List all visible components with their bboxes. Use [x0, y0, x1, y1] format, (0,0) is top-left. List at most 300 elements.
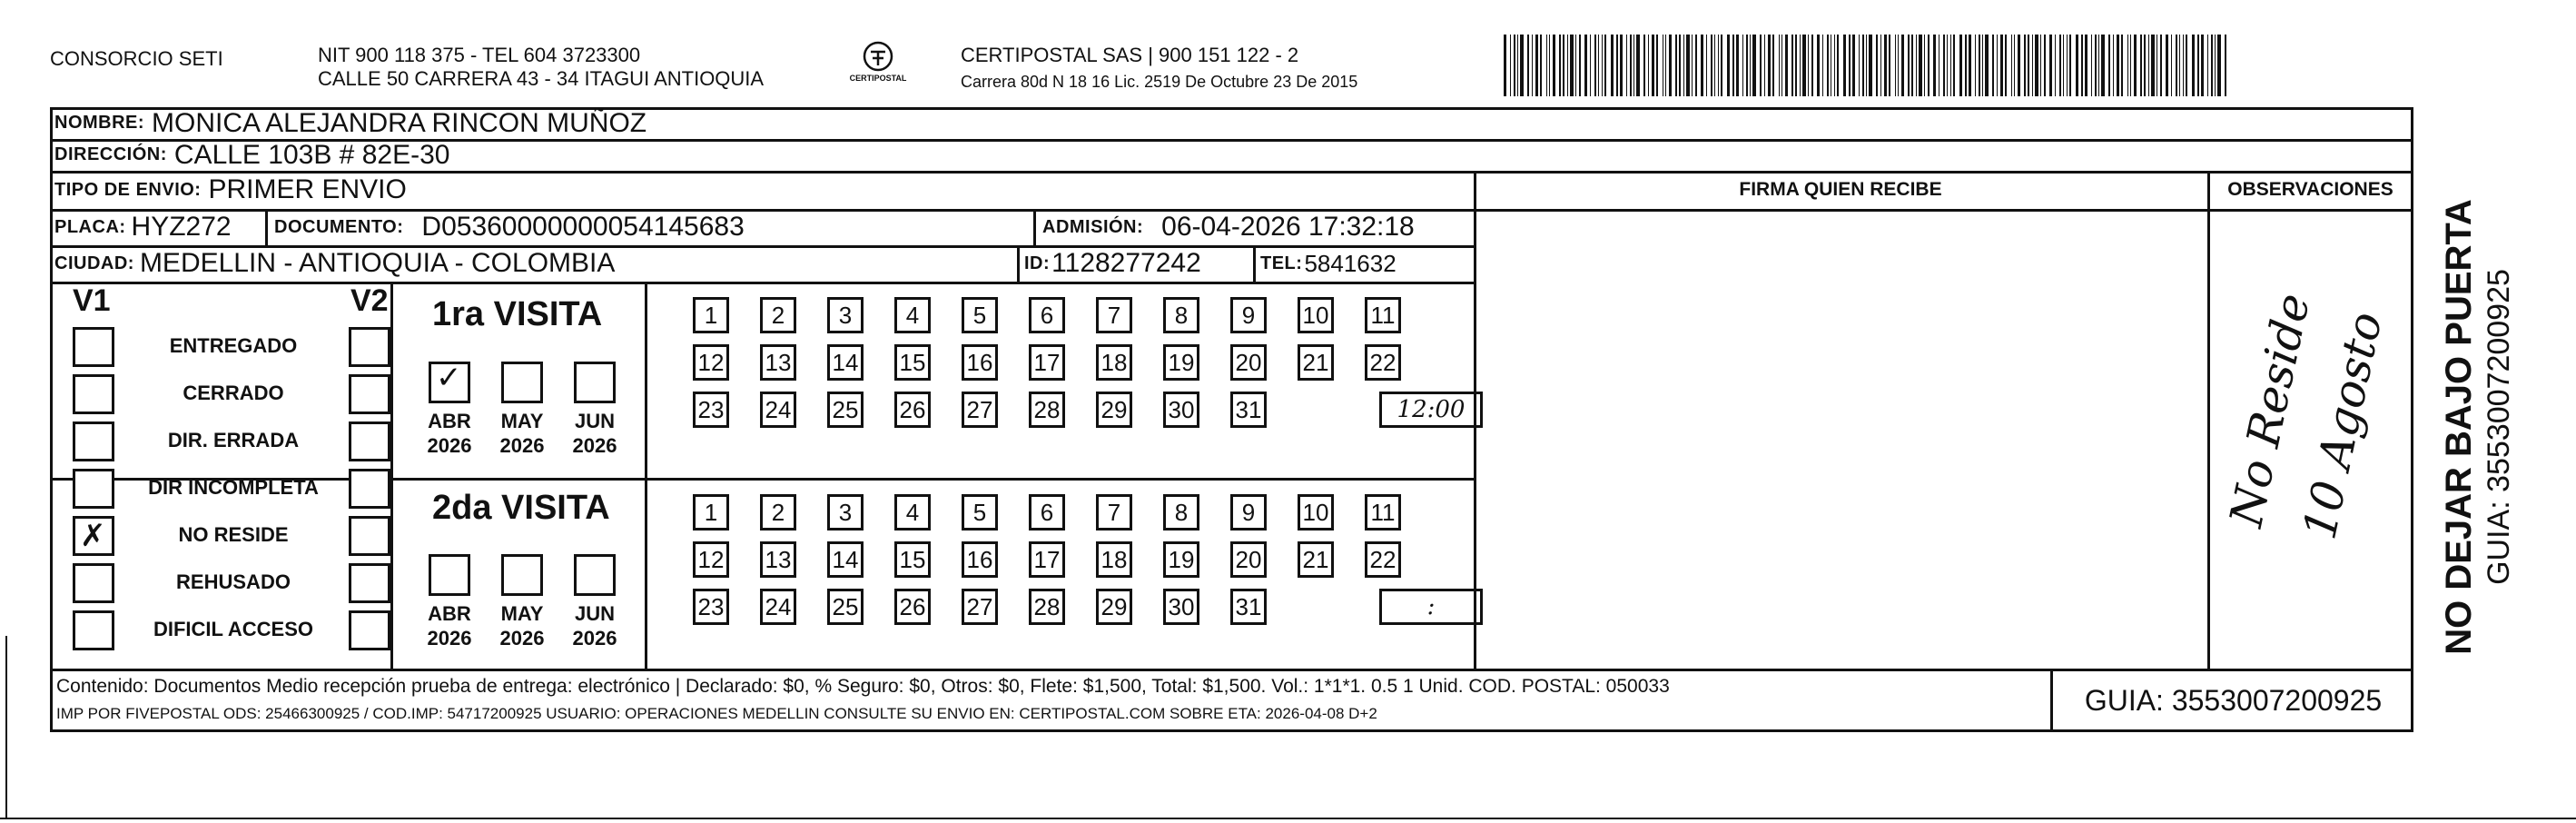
barcode-bar — [2101, 35, 2105, 96]
barcode-bar — [1535, 35, 1538, 96]
month-year: 2026 — [499, 434, 545, 457]
barcode-bar — [1985, 35, 1989, 96]
barcode-bar — [2035, 35, 2038, 96]
v2-checkbox — [349, 563, 390, 603]
barcode-bar — [1701, 35, 1703, 96]
barcode-bar — [2076, 35, 2078, 96]
month-checkmark: ✓ — [436, 360, 462, 396]
month-name: ABR — [428, 602, 471, 625]
day-box: 22 — [1365, 541, 1401, 578]
barcode-bar — [1633, 35, 1634, 96]
day-box: 14 — [827, 344, 864, 381]
barcode-bar — [1718, 35, 1719, 96]
logo-icon — [858, 40, 898, 73]
barcode-bar — [2179, 35, 2180, 96]
month-year: 2026 — [572, 627, 617, 649]
imp-line: IMP POR FIVEPOSTAL ODS: 25466300925 / COD.IMP: 54717200925 USUARIO: OPERACIONES MEDELLIN CONSULTE SU ENVIO EN: CERTIPOSTAL.COM SOBRE ETA: 2026-04-08 D+2 — [56, 705, 1377, 722]
barcode-bar — [1604, 35, 1606, 96]
day-box: 28 — [1029, 392, 1065, 428]
ciudad-label: CIUDAD: — [54, 253, 134, 273]
barcode-bar — [1752, 35, 1756, 96]
barcode-bar — [2055, 35, 2056, 96]
barcode-bar — [1665, 35, 1666, 96]
day-box: 13 — [760, 344, 796, 381]
reason-label: DIR. ERRADA — [167, 429, 300, 451]
barcode-bar — [2144, 35, 2146, 96]
day-box: 31 — [1230, 589, 1267, 625]
documento-cell — [274, 209, 745, 245]
placa-cell — [54, 209, 232, 245]
day-box: 16 — [962, 541, 998, 578]
barcode-bar — [2028, 35, 2029, 96]
day-box: 3 — [827, 494, 864, 530]
barcode-bar — [2166, 35, 2168, 96]
barcode-bar — [1742, 35, 1743, 96]
barcode-bar — [1876, 35, 1878, 96]
barcode-bar — [1620, 35, 1623, 96]
month-name: MAY — [500, 410, 544, 432]
month-name: JUN — [574, 410, 615, 432]
nombre-row — [54, 107, 646, 139]
barcode-bar — [1727, 35, 1730, 96]
barcode-bar — [2176, 35, 2177, 96]
barcode-bar — [1602, 35, 1603, 96]
barcode-bar — [1643, 35, 1645, 96]
month-label — [422, 601, 477, 650]
barcode-bar — [1570, 35, 1574, 96]
day-box: 18 — [1096, 344, 1132, 381]
observation-line-2: 10 Agosto — [2293, 307, 2393, 544]
barcode — [1504, 35, 2232, 96]
documento-label: DOCUMENTO: — [274, 216, 404, 237]
barcode-bar — [1669, 35, 1672, 96]
day-box: 24 — [760, 392, 796, 428]
side-text — [2439, 199, 2519, 655]
barcode-bar — [1943, 35, 1945, 96]
day-box: 25 — [827, 392, 864, 428]
barcode-bar — [1817, 35, 1820, 96]
v1-label: V1 — [73, 283, 111, 318]
month-name: ABR — [428, 410, 471, 432]
barcode-bar — [1852, 35, 1855, 96]
month-checkbox — [429, 554, 470, 596]
day-box: 15 — [894, 344, 931, 381]
v1-checkmark: ✗ — [80, 518, 106, 554]
v1-checkbox — [73, 563, 114, 603]
barcode-bar — [2140, 35, 2142, 96]
barcode-bar — [1898, 35, 1899, 96]
barcode-bar — [1706, 35, 1707, 96]
barcode-bar — [2108, 35, 2110, 96]
visit2-title: 2da VISITA — [432, 489, 610, 527]
day-box: 6 — [1029, 494, 1065, 530]
barcode-bar — [2127, 35, 2128, 96]
day-box: 11 — [1365, 297, 1401, 333]
barcode-bar — [2069, 35, 2071, 96]
v2-checkbox — [349, 327, 390, 367]
barcode-bar — [2081, 35, 2083, 96]
barcode-bar — [1711, 35, 1712, 96]
direccion-row — [54, 139, 449, 171]
day-box: 31 — [1230, 392, 1267, 428]
barcode-bar — [1933, 35, 1936, 96]
barcode-bar — [1590, 35, 1591, 96]
barcode-bar — [1695, 35, 1697, 96]
barcode-bar — [1785, 35, 1788, 96]
barcode-bar — [1791, 35, 1793, 96]
side-guia: GUIA: 3553007200925 — [2482, 269, 2516, 585]
barcode-bar — [1992, 35, 1994, 96]
barcode-bar — [1553, 35, 1555, 96]
barcode-bar — [1504, 35, 1506, 96]
barcode-bar — [1546, 35, 1547, 96]
tipo-label: TIPO DE ENVIO: — [54, 179, 202, 200]
v2-checkbox — [349, 516, 390, 556]
barcode-bar — [1924, 35, 1925, 96]
barcode-bar — [1950, 35, 1951, 96]
barcode-bar — [2217, 35, 2221, 96]
barcode-bar — [2130, 35, 2131, 96]
reason-label: NO RESIDE — [178, 523, 289, 546]
day-box: 4 — [894, 297, 931, 333]
barcode-bar — [1884, 35, 1887, 96]
id-cell — [1024, 245, 1201, 282]
month-year: 2026 — [427, 434, 472, 457]
month-year: 2026 — [499, 627, 545, 649]
barcode-bar — [2160, 35, 2162, 96]
tel-value: 5841632 — [1304, 249, 1397, 277]
logo-text: CERTIPOSTAL — [849, 74, 907, 83]
barcode-bar — [2000, 35, 2003, 96]
barcode-bar — [1953, 35, 1955, 96]
v2-checkbox — [349, 610, 390, 650]
month-checkbox — [501, 554, 543, 596]
tel-cell — [1260, 245, 1397, 282]
barcode-bar — [1908, 35, 1910, 96]
barcode-bar — [2183, 35, 2184, 96]
footer-guia: GUIA: 3553007200925 — [2084, 683, 2383, 717]
placa-label: PLACA: — [54, 216, 126, 237]
v2-checkbox — [349, 374, 390, 414]
day-box: 7 — [1096, 297, 1132, 333]
barcode-bar — [1834, 35, 1835, 96]
barcode-bar — [1764, 35, 1765, 96]
day-box: 10 — [1298, 494, 1334, 530]
barcode-bar — [2171, 35, 2172, 96]
day-box: 27 — [962, 392, 998, 428]
barcode-bar — [1802, 35, 1806, 96]
month-label — [422, 409, 477, 458]
barcode-bar — [1520, 35, 1524, 96]
barcode-bar — [2049, 35, 2052, 96]
barcode-bar — [2040, 35, 2041, 96]
reason-label: DIFICIL ACCESO — [153, 618, 313, 640]
barcode-bar — [1859, 35, 1860, 96]
barcode-bar — [1969, 35, 1971, 96]
day-box: 23 — [693, 392, 729, 428]
v2-checkbox — [349, 469, 390, 509]
contents-line: Contenido: Documentos Medio recepción prueba de entrega: electrónico | Declarado: $0, % Seguro: $0, Otros: $0, Flete: $1,500, Total: $1,500. Vol.: 1*1*1. 0.5 1 Unid. COD. POSTAL: 050033 — [56, 676, 1670, 697]
certipostal-line: CERTIPOSTAL SAS | 900 151 122 - 2 — [961, 44, 1299, 66]
barcode-bar — [2215, 35, 2216, 96]
day-box: 19 — [1163, 541, 1199, 578]
barcode-bar — [2018, 35, 2020, 96]
day-box: 1 — [693, 297, 729, 333]
month-year: 2026 — [427, 627, 472, 649]
ciudad-value: MEDELLIN - ANTIOQUIA - COLOMBIA — [139, 248, 616, 278]
barcode-bar — [1919, 35, 1922, 96]
barcode-bar — [1795, 35, 1797, 96]
barcode-bar — [1746, 35, 1748, 96]
barcode-bar — [1598, 35, 1599, 96]
day-box: 4 — [894, 494, 931, 530]
barcode-bar — [1549, 35, 1550, 96]
barcode-bar — [1901, 35, 1904, 96]
day-box: 16 — [962, 344, 998, 381]
day-box: 29 — [1096, 392, 1132, 428]
barcode-bar — [1692, 35, 1693, 96]
barcode-bar — [1811, 35, 1813, 96]
barcode-bar — [1616, 35, 1618, 96]
barcode-bar — [1714, 35, 1715, 96]
v1-checkbox — [73, 327, 114, 367]
barcode-bar — [1772, 35, 1774, 96]
day-box: 24 — [760, 589, 796, 625]
barcode-bar — [1837, 35, 1839, 96]
month-checkbox — [574, 362, 616, 403]
month-name: MAY — [500, 602, 544, 625]
v2-label: V2 — [350, 283, 389, 318]
time-box: : — [1379, 589, 1483, 625]
barcode-bar — [2197, 35, 2199, 96]
tel-label: TEL: — [1260, 253, 1303, 273]
barcode-bar — [1736, 35, 1739, 96]
barcode-bar — [1866, 35, 1867, 96]
day-box: 13 — [760, 541, 796, 578]
certipostal-logo — [846, 40, 910, 94]
license-line: Carrera 80d N 18 16 Lic. 2519 De Octubre 23 De 2015 — [961, 73, 1358, 91]
side-warning: NO DEJAR BAJO PUERTA — [2439, 199, 2479, 655]
tipo-row — [54, 171, 407, 209]
barcode-bar — [1683, 35, 1684, 96]
barcode-bar — [2063, 35, 2064, 96]
barcode-bar — [1843, 35, 1846, 96]
barcode-bar — [1636, 35, 1640, 96]
barcode-bar — [2005, 35, 2007, 96]
company-name: CONSORCIO SETI — [50, 47, 223, 70]
month-name: JUN — [574, 602, 615, 625]
day-box: 30 — [1163, 392, 1199, 428]
day-box: 21 — [1298, 541, 1334, 578]
month-year: 2026 — [572, 434, 617, 457]
barcode-bar — [1808, 35, 1809, 96]
direccion-label: DIRECCIÓN: — [54, 144, 167, 164]
id-label: ID: — [1024, 253, 1051, 273]
barcode-bar — [2211, 35, 2213, 96]
v1-checkbox — [73, 469, 114, 509]
barcode-bar — [1579, 35, 1581, 96]
v1-checkbox — [73, 610, 114, 650]
ciudad-cell — [54, 245, 615, 282]
barcode-bar — [1862, 35, 1864, 96]
barcode-bar — [1721, 35, 1722, 96]
barcode-bar — [1880, 35, 1881, 96]
day-box: 12 — [693, 541, 729, 578]
barcode-bar — [1827, 35, 1829, 96]
barcode-bar — [1750, 35, 1751, 96]
tipo-value: PRIMER ENVIO — [208, 174, 407, 204]
barcode-bar — [1514, 35, 1515, 96]
barcode-bar — [1800, 35, 1801, 96]
barcode-bar — [1510, 35, 1511, 96]
v1-checkbox — [73, 421, 114, 461]
barcode-bar — [1575, 35, 1576, 96]
day-box: 21 — [1298, 344, 1334, 381]
barcode-bar — [2148, 35, 2149, 96]
day-box: 2 — [760, 297, 796, 333]
day-box: 2 — [760, 494, 796, 530]
barcode-bar — [2098, 35, 2099, 96]
day-box: 15 — [894, 541, 931, 578]
barcode-bar — [1686, 35, 1690, 96]
address-line: CALLE 50 CARRERA 43 - 34 ITAGUI ANTIOQUIA — [318, 67, 765, 90]
day-box: 18 — [1096, 541, 1132, 578]
barcode-bar — [1626, 35, 1627, 96]
barcode-bar — [1781, 35, 1782, 96]
day-box: 25 — [827, 589, 864, 625]
barcode-bar — [2044, 35, 2046, 96]
barcode-bar — [1656, 35, 1658, 96]
day-box: 29 — [1096, 589, 1132, 625]
barcode-bar — [2225, 35, 2226, 96]
v2-checkbox — [349, 421, 390, 461]
v1-checkbox — [73, 374, 114, 414]
placa-value: HYZ272 — [131, 212, 232, 242]
day-box: 20 — [1230, 541, 1267, 578]
barcode-bar — [2067, 35, 2068, 96]
month-checkbox — [574, 554, 616, 596]
reason-label: ENTREGADO — [169, 334, 298, 357]
barcode-bar — [2201, 35, 2204, 96]
day-box: 7 — [1096, 494, 1132, 530]
barcode-bar — [2085, 35, 2087, 96]
barcode-bar — [2032, 35, 2033, 96]
visit1-title: 1ra VISITA — [432, 295, 603, 333]
barcode-bar — [1611, 35, 1614, 96]
day-box: 3 — [827, 297, 864, 333]
day-box: 27 — [962, 589, 998, 625]
documento-value: D05360000000054145683 — [421, 212, 745, 242]
reason-label: DIR INCOMPLETA — [148, 476, 319, 499]
barcode-bar — [2091, 35, 2092, 96]
id-value: 1128277242 — [1051, 248, 1201, 278]
barcode-bar — [2117, 35, 2119, 96]
day-box: 12 — [693, 344, 729, 381]
day-box: 22 — [1365, 344, 1401, 381]
barcode-bar — [1563, 35, 1564, 96]
barcode-bar — [1997, 35, 1998, 96]
barcode-bar — [1648, 35, 1649, 96]
observation-line-1: No Reside — [2219, 289, 2321, 531]
day-box: 6 — [1029, 297, 1065, 333]
barcode-bar — [1975, 35, 1976, 96]
barcode-bar — [1849, 35, 1851, 96]
nombre-label: NOMBRE: — [54, 113, 145, 133]
barcode-bar — [1979, 35, 1980, 96]
day-box: 19 — [1163, 344, 1199, 381]
day-box: 11 — [1365, 494, 1401, 530]
barcode-bar — [1889, 35, 1890, 96]
direccion-value: CALLE 103B # 82E-30 — [173, 139, 450, 170]
barcode-bar — [1822, 35, 1823, 96]
barcode-bar — [2059, 35, 2061, 96]
admision-cell — [1042, 209, 1415, 245]
day-box: 26 — [894, 589, 931, 625]
month-checkbox — [501, 362, 543, 403]
firma-header: FIRMA QUIEN RECIBE — [1739, 179, 1942, 200]
barcode-bar — [1760, 35, 1762, 96]
barcode-bar — [1517, 35, 1518, 96]
barcode-bar — [1527, 35, 1529, 96]
barcode-bar — [2192, 35, 2195, 96]
day-box: 5 — [962, 297, 998, 333]
barcode-bar — [2134, 35, 2137, 96]
barcode-bar — [2186, 35, 2187, 96]
barcode-bar — [1869, 35, 1872, 96]
month-label — [495, 601, 549, 650]
month-label — [495, 409, 549, 458]
admision-value: 06-04-2026 17:32:18 — [1161, 212, 1415, 242]
barcode-bar — [2095, 35, 2097, 96]
day-box: 30 — [1163, 589, 1199, 625]
day-box: 17 — [1029, 541, 1065, 578]
barcode-bar — [1965, 35, 1967, 96]
day-box: 1 — [693, 494, 729, 530]
day-box: 20 — [1230, 344, 1267, 381]
barcode-bar — [1928, 35, 1930, 96]
barcode-bar — [1675, 35, 1677, 96]
barcode-bar — [2151, 35, 2155, 96]
month-label — [568, 409, 622, 458]
barcode-bar — [1947, 35, 1948, 96]
day-box: 9 — [1230, 297, 1267, 333]
day-box: 23 — [693, 589, 729, 625]
barcode-bar — [1732, 35, 1734, 96]
nombre-value: MONICA ALEJANDRA RINCON MUÑOZ — [152, 107, 647, 138]
reason-label: CERRADO — [183, 382, 284, 404]
reason-label: REHUSADO — [176, 570, 291, 593]
barcode-bar — [2024, 35, 2026, 96]
barcode-bar — [1982, 35, 1983, 96]
barcode-bar — [1916, 35, 1917, 96]
barcode-bar — [1895, 35, 1896, 96]
day-box: 26 — [894, 392, 931, 428]
barcode-bar — [1594, 35, 1596, 96]
barcode-bar — [1779, 35, 1780, 96]
day-box: 17 — [1029, 344, 1065, 381]
barcode-bar — [1584, 35, 1587, 96]
admision-label: ADMISIÓN: — [1042, 216, 1144, 237]
day-box: 10 — [1298, 297, 1334, 333]
barcode-bar — [1532, 35, 1533, 96]
barcode-bar — [1679, 35, 1681, 96]
barcode-bar — [2014, 35, 2015, 96]
barcode-bar — [1559, 35, 1561, 96]
barcode-bar — [1768, 35, 1771, 96]
observaciones-header: OBSERVACIONES — [2227, 179, 2393, 200]
barcode-bar — [2207, 35, 2208, 96]
barcode-bar — [2011, 35, 2012, 96]
